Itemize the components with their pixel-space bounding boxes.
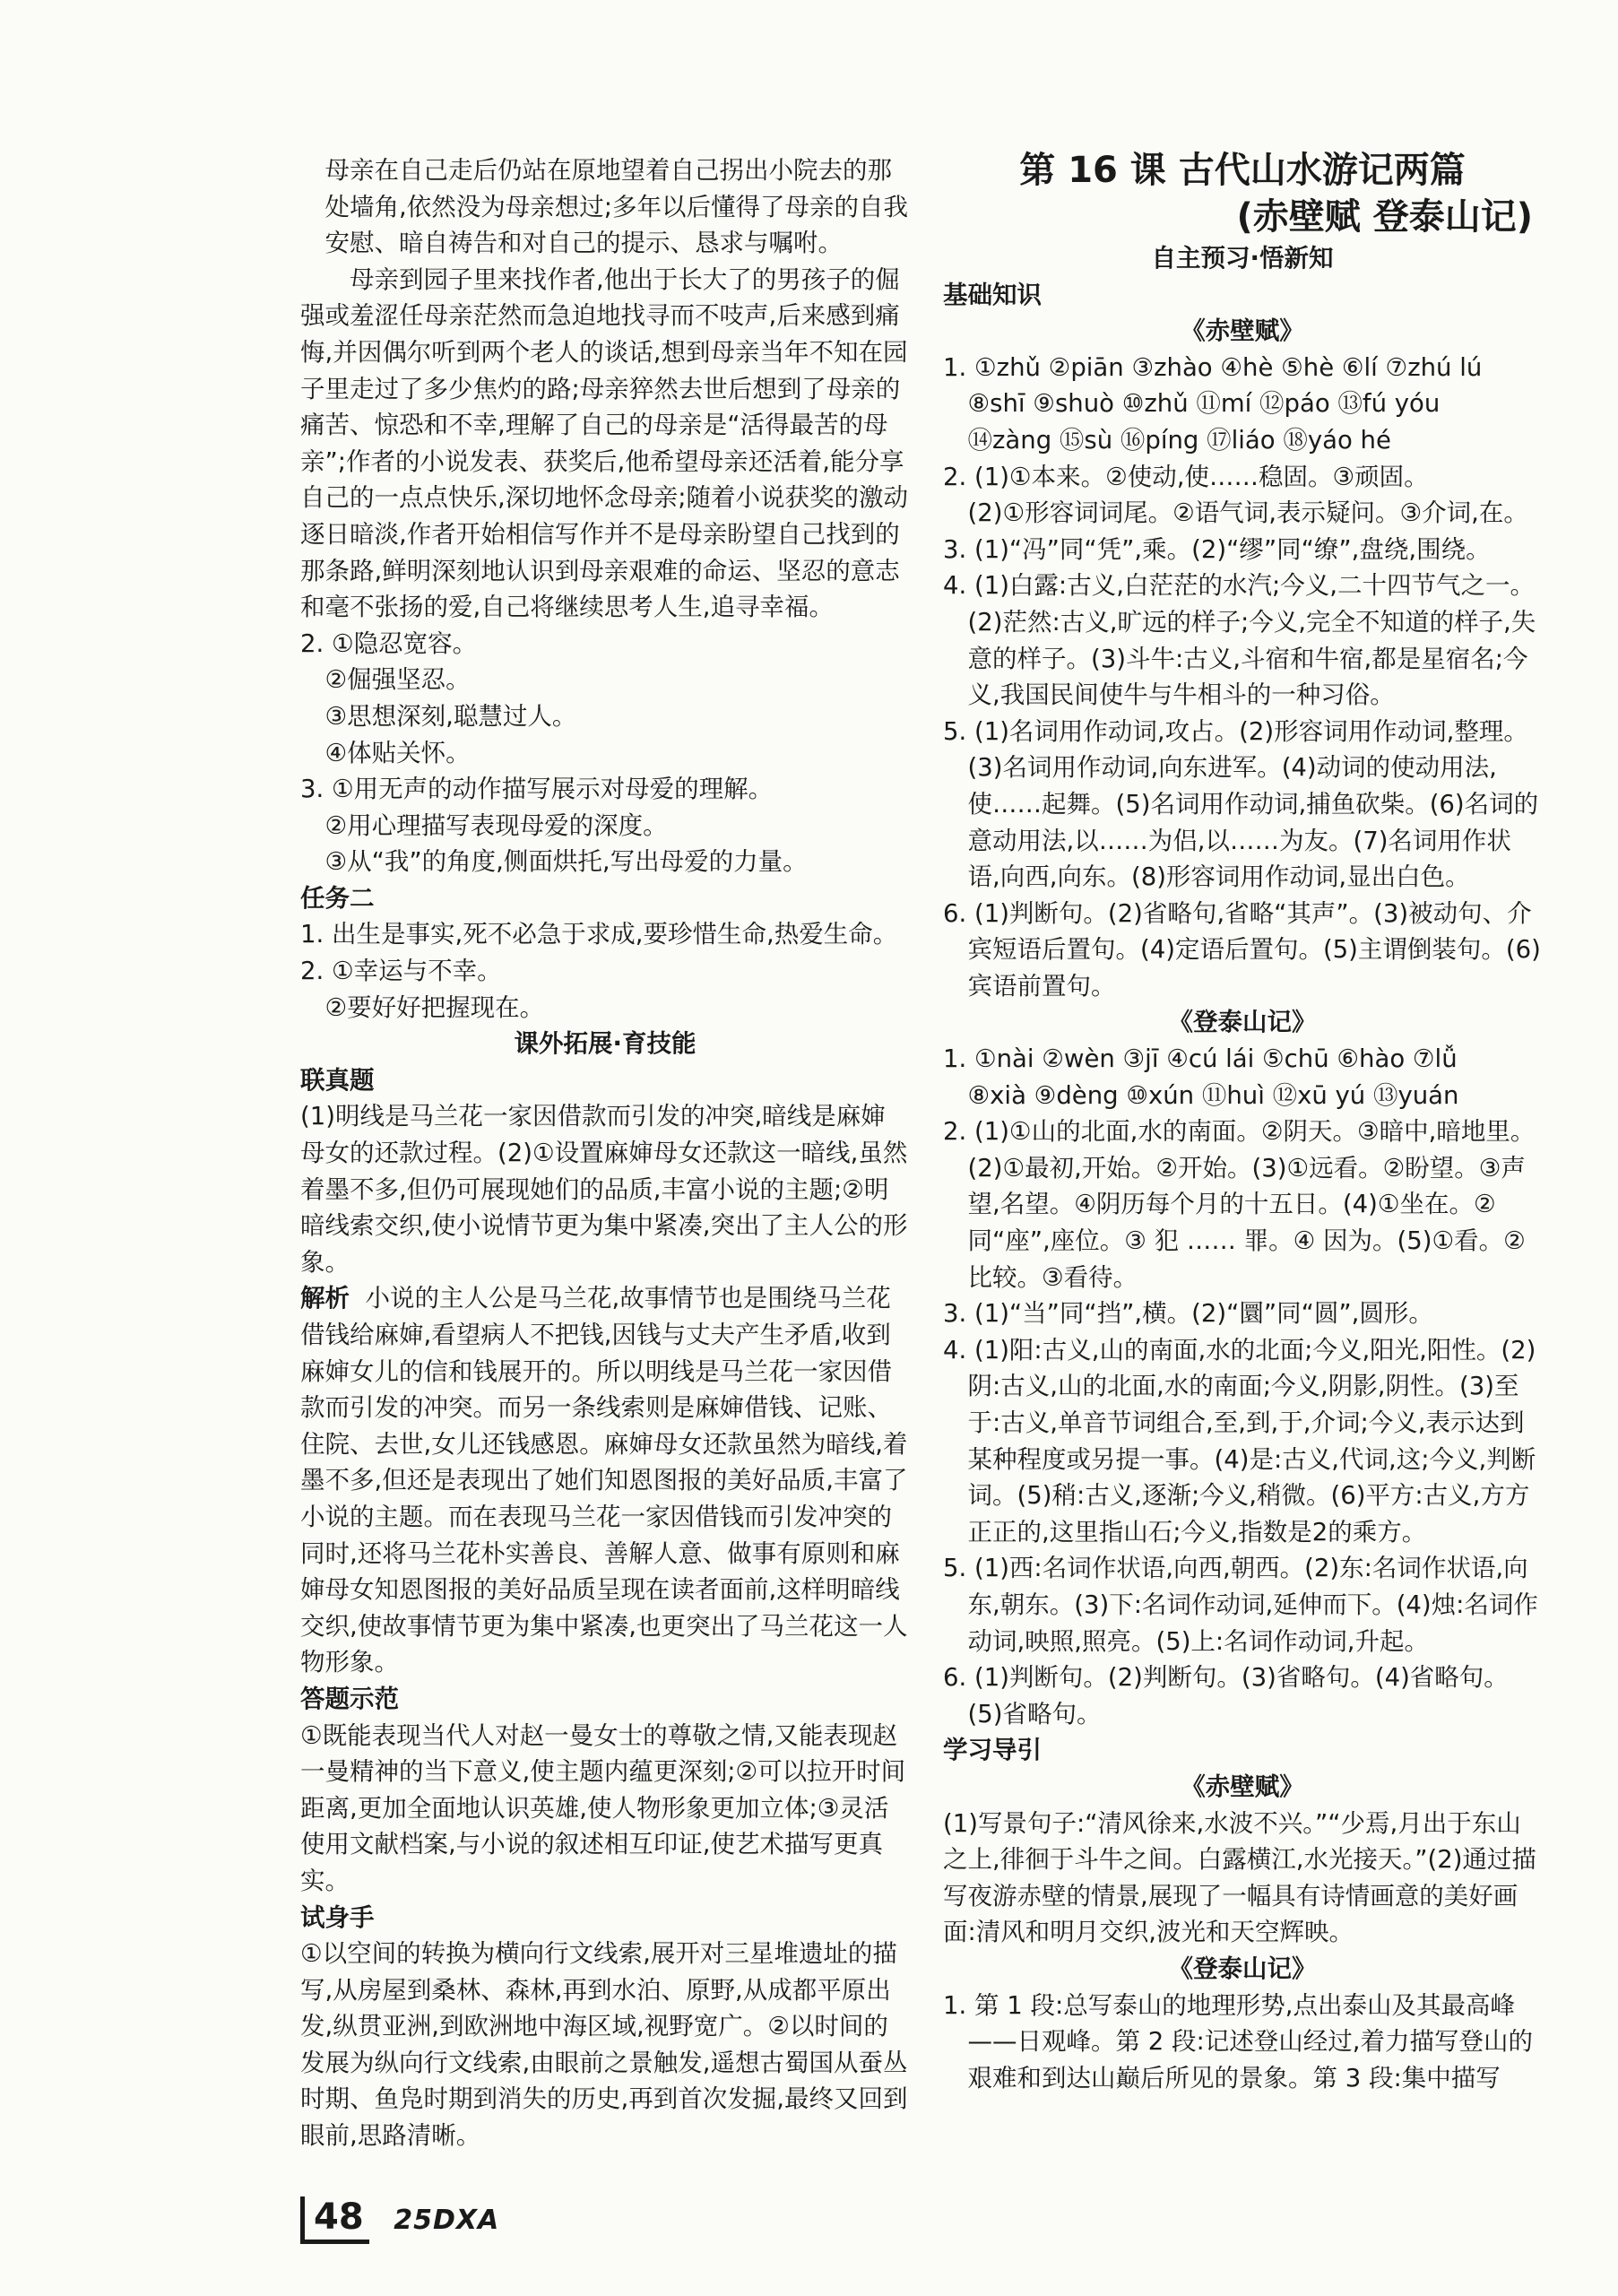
answer-paragraph: (1)明线是马兰花一家因借款而引发的冲突,暗线是麻婶母女的还款过程。(2)①设置麻婶母女还款这一暗线,虽然着墨不多,但仍可展现她们的品质,丰富小说的主题;②明暗线索交织,使小说情节更为集中紧凑,突出了主人公的形象。 (300, 1102, 908, 1277)
right-column (943, 152, 1542, 2096)
answer-line: 3. ①用无声的动作描写展示对母爱的理解。 (300, 775, 774, 804)
answer-line: ④体贴关怀。 (324, 738, 471, 767)
text-title: 《赤壁赋》 (1181, 316, 1304, 346)
answer-line: ③思想深刻,聪慧过人。 (324, 701, 577, 731)
analysis-paragraph (300, 1280, 910, 1681)
answer-paragraph: ①既能表现当代人对赵一曼女士的尊敬之情,又能表现赵一曼精神的当下意义,使主题内蕴更深刻;②可以拉开时间距离,更加全面地认识英雄,使人物形象更加立体;③灵活使用文献档案,与小说的叙述相互印证,使艺术描写更真实。 (300, 1720, 906, 1895)
left-column (300, 152, 910, 2154)
answer-paragraph: 1. 第 1 段:总写泰山的地理形势,点出泰山及其最高峰——日观峰。第 2 段:记述登山经过,着力描写登山的艰难和到达山巅后所见的景象。第 3 段:集中描写 (943, 1990, 1533, 2092)
answer-line: 3. (1)“当”同“挡”,横。(2)“圜”同“圆”,圆形。 (943, 1299, 1433, 1329)
lesson-title: 第 16 课 古代山水游记两篇 (1019, 150, 1466, 191)
answer-line: ③从“我”的角度,侧面烘托,写出母爱的力量。 (324, 847, 808, 877)
pinyin-row: 1. ①nài ②wèn ③jī ④cú lái ⑤chū ⑥hào ⑦lǚ (943, 1044, 1458, 1074)
section-heading: 学习导引 (943, 1736, 1042, 1765)
answer-line: ②用心理描写表现母爱的深度。 (324, 810, 668, 840)
answer-line: ②倔强坚忍。 (324, 665, 471, 695)
answer-line: (2)①形容词词尾。②语气词,表示疑问。③介词,在。 (967, 498, 1528, 528)
pinyin-row: ⑧shī ⑨shuò ⑩zhǔ ⑪mí ⑫páo ⑬fú yóu (967, 389, 1441, 419)
text-title: 《登泰山记》 (1168, 1008, 1317, 1037)
text-title: 《登泰山记》 (1168, 1954, 1317, 1983)
answer-line: 1. 出生是事实,死不必急于求成,要珍惜生命,热爱生命。 (300, 920, 898, 949)
analysis-text: 小说的主人公是马兰花,故事情节也是围绕马兰花借钱给麻婶,看望病人不把钱,因钱与丈夫产生矛盾,收到麻婶女儿的信和钱展开的。所以明线是马兰花一家因借款而引发的冲突。而另一条线索则是麻婶借钱、记账、住院、去世,女儿还钱感恩。麻婶母女还款虽然为暗线,着墨不多,但还是表现出了她们知恩图报的美好品质,丰富了小说的主题。而在表现马兰花一家因借钱而引发冲突的同时,还将马兰花朴实善良、善解人意、做事有原则和麻婶母女知恩图报的美好品质呈现在读者面前,这样明暗线交织,使故事情节更为集中紧凑,也更突出了马兰花这一人物形象。 (300, 1284, 908, 1677)
pinyin-row: 1. ①zhǔ ②piān ③zhào ④hè ⑤hè ⑥lí ⑦zhú lú (943, 352, 1483, 382)
pinyin-row: ⑧xià ⑨dèng ⑩xún ⑪huì ⑫xū yú ⑬yuán (967, 1080, 1459, 1110)
answer-line: 2. ①隐忍宽容。 (300, 628, 478, 658)
answer-paragraph: 4. (1)白露:古义,白茫茫的水汽;今义,二十四节气之一。(2)茫然:古义,旷远的样子;今义,完全不知道的样子,失意的样子。(3)斗牛:古义,斗宿和牛宿,都是星宿名;今义,我国民间使牛与牛相斗的一种习俗。 (943, 571, 1536, 710)
section-heading: 联真题 (300, 1065, 375, 1095)
answer-line: ②要好好把握现在。 (324, 992, 545, 1022)
page-number: 48 (300, 2196, 369, 2244)
answer-line: 2. (1)①本来。②使动,使……稳固。③顽固。 (943, 462, 1429, 491)
answer-line: 2. ①幸运与不幸。 (300, 957, 502, 986)
answer-paragraph: 2. (1)①山的北面,水的南面。②阴天。③暗中,暗地里。(2)①最初,开始。②开始。(3)①远看。②盼望。③声望,名望。④阴历每个月的十五日。(4)①坐在。② 同“座”,座位。③ 犯 …… 罪。④ 因为。(5)①看。②比较。③看待。 (943, 1117, 1536, 1292)
answer-paragraph: 4. (1)阳:古义,山的南面,水的北面;今义,阳光,阳性。(2)阴:古义,山的北面,水的南面;今义,阴影,阴性。(3)至于:古义,单音节词组合,至,到,于,介词;今义,表示达到某种程度或另提一事。(4)是:古义,代词,这;今义,判断词。(5)稍:古义,逐渐;今义,稍微。(6)平方:古义,方方正正的,这里指山石;今义,指数是2的乘方。 (943, 1335, 1536, 1547)
answer-paragraph: 6. (1)判断句。(2)省略句,省略“其声”。(3)被动句、介宾短语后置句。(4)定语后置句。(5)主谓倒装句。(6)宾语前置句。 (943, 898, 1541, 1001)
section-heading: 基础知识 (943, 280, 1042, 309)
analysis-label: 解析 (300, 1284, 350, 1313)
answer-paragraph: 6. (1)判断句。(2)判断句。(3)省略句。(4)省略句。(5)省略句。 (943, 1663, 1509, 1728)
answer-paragraph: (1)写景句子:“清风徐来,水波不兴。”“少焉,月出于东山之上,徘徊于斗牛之间。白露横江,水光接天。”(2)通过描写夜游赤壁的情景,展现了一幅具有诗情画意的美好画面:清风和明月交织,波光和天空辉映。 (943, 1808, 1536, 1947)
section-heading: 任务二 (300, 883, 375, 913)
text-title: 《赤壁赋》 (1181, 1772, 1304, 1801)
answer-paragraph: 5. (1)名词用作动词,攻占。(2)形容词用作动词,整理。(3)名词用作动词,向东进军。(4)动词的使动用法,使……起舞。(5)名词用作动词,捕鱼砍柴。(6)名词的意动用法,以……为侣,以……为友。(7)名词用作状语,向西,向东。(8)形容词用作动词,显出白色。 (943, 716, 1539, 892)
answer-paragraph: 母亲到园子里来找作者,他出于长大了的男孩子的倔强或羞涩任母亲茫然而急迫地找寻而不吱声,后来感到痛悔,并因偶尔听到两个老人的谈话,想到母亲当年不知在园子里走过了多少焦灼的路;母亲猝然去世后想到了母亲的痛苦、惊恐和不幸,理解了自己的母亲是“活得最苦的母亲”;作者的小说发表、获奖后,他希望母亲还活着,能分享自己的一点点快乐,深切地怀念母亲;随着小说获奖的激动逐日暗淡,作者开始相信写作并不是母亲盼望自己找到的那条路,鲜明深刻地认识到母亲艰难的命运、坚忍的意志和毫不张扬的爱,自己将继续思考人生,追寻幸福。 (300, 264, 909, 622)
section-heading: 试身手 (300, 1902, 375, 1932)
page-footer (300, 2196, 499, 2244)
pinyin-row: ⑭zàng ⑮sù ⑯píng ⑰liáo ⑱yáo hé (967, 425, 1391, 455)
answer-paragraph: 5. (1)西:名词作状语,向西,朝西。(2)东:名词作状语,向东,朝东。(3)下:名词作动词,延伸而下。(4)烛:名词作动词,映照,照亮。(5)上:名词作动词,升起。 (943, 1554, 1538, 1656)
section-banner: 课外拓展·育技能 (514, 1029, 697, 1059)
section-banner: 自主预习·悟新知 (1151, 244, 1334, 273)
answer-paragraph: 母亲在自己走后仍站在原地望着自己拐出小院去的那处墙角,依然没为母亲想过;多年以后懂得了母亲的自我安慰、暗自祷告和对自己的提示、恳求与嘱咐。 (324, 156, 909, 258)
lesson-subtitle: (赤壁赋 登泰山记) (1236, 196, 1533, 238)
answer-line: 3. (1)“冯”同“凭”,乘。(2)“缪”同“缭”,盘绕,围绕。 (943, 534, 1491, 564)
book-code: 25DXA (394, 2205, 500, 2236)
section-heading: 答题示范 (300, 1684, 399, 1713)
answer-paragraph: ①以空间的转换为横向行文线索,展开对三星堆遗址的描写,从房屋到桑林、森林,再到水泊、原野,从成都平原出发,纵贯亚洲,到欧洲地中海区域,视野宽广。②以时间的发展为纵向行文线索,由眼前之景触发,遥想古蜀国从蚕丛时期、鱼凫时期到消失的历史,再到首次发掘,最终又回到眼前,思路清晰。 (300, 1939, 908, 2151)
